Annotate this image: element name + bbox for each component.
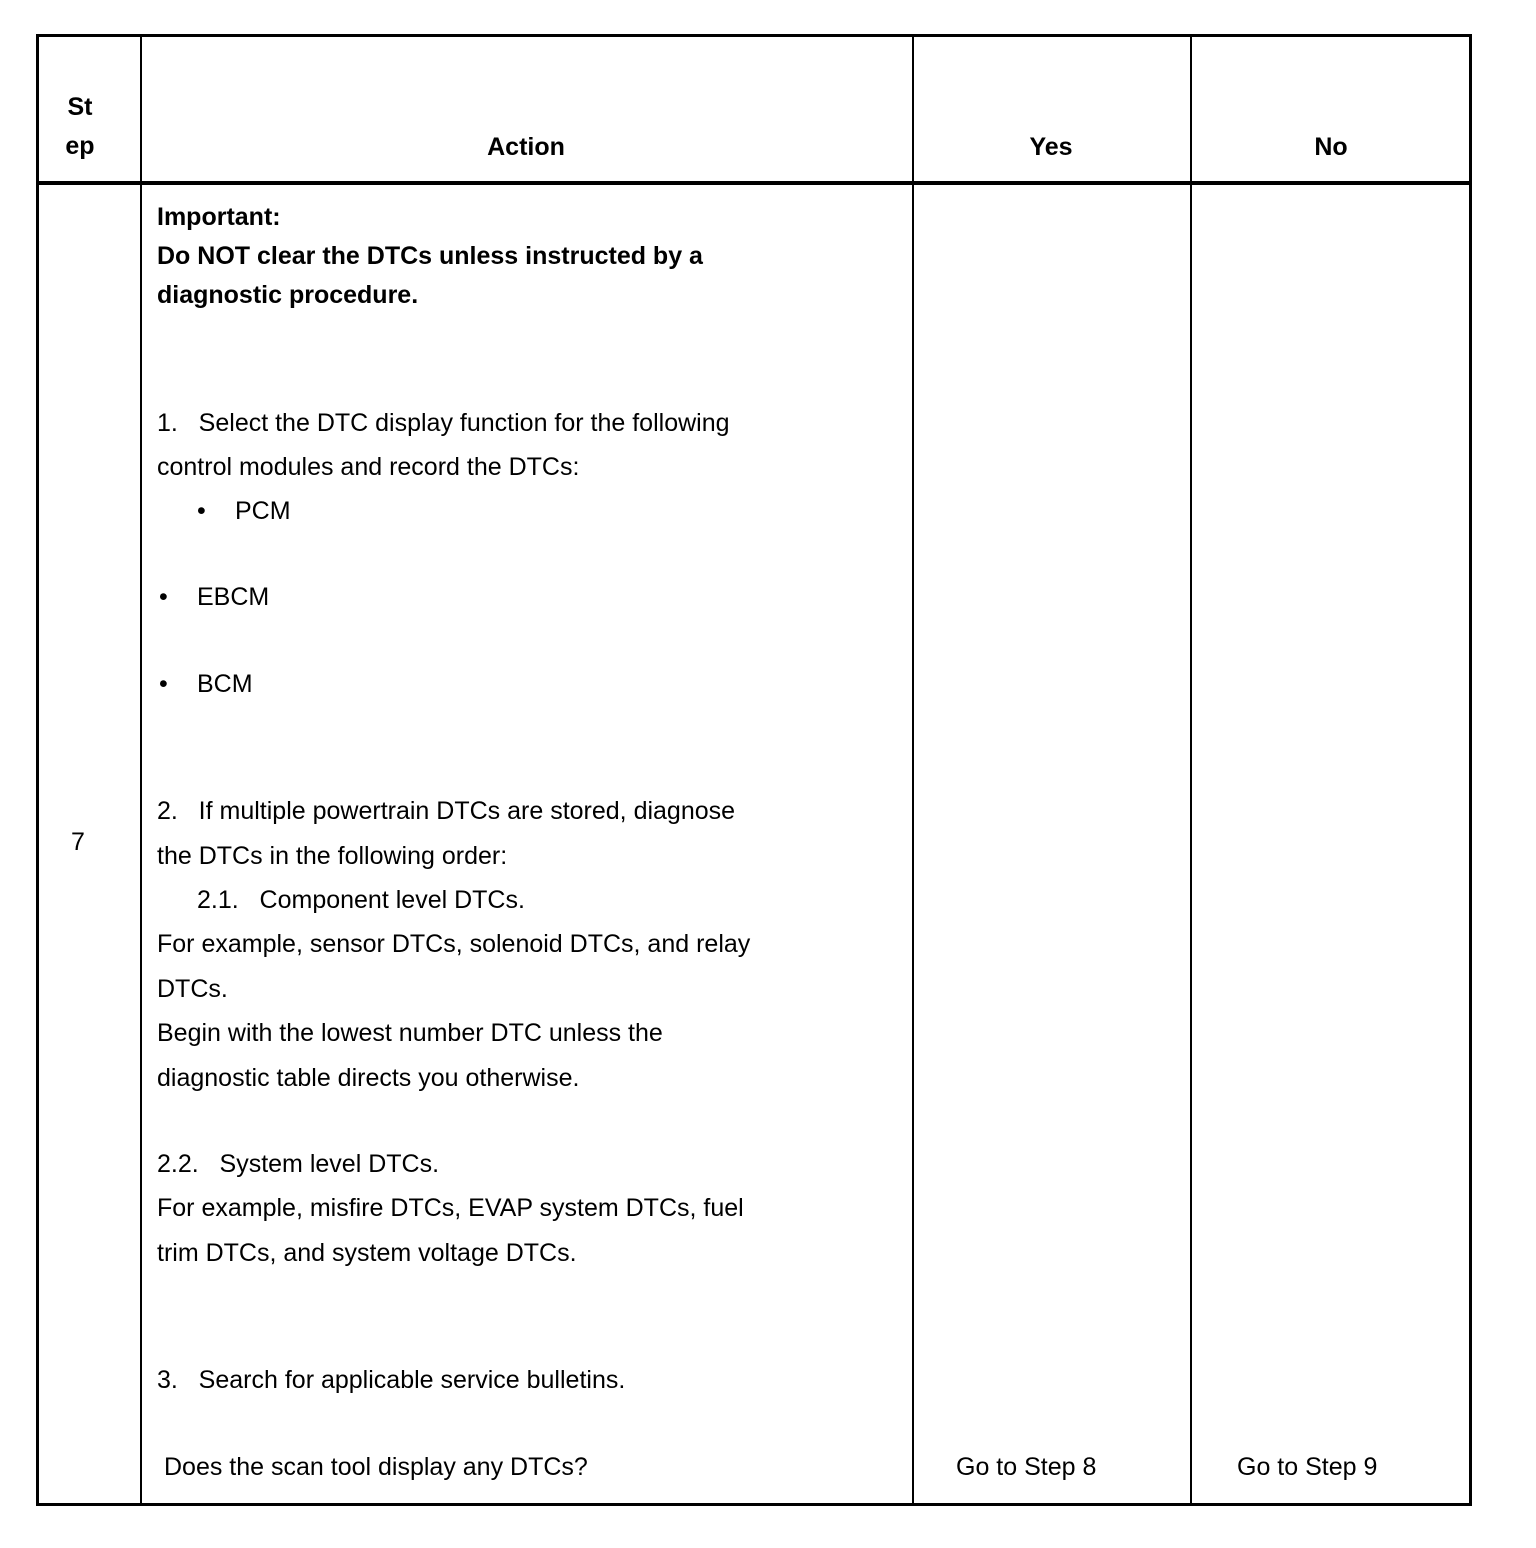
no-result: Go to Step 9	[1237, 1453, 1378, 1481]
module-bcm: BCM	[197, 670, 253, 698]
header-step-line2: ep	[65, 132, 95, 160]
step-number: 7	[71, 828, 85, 856]
item-1-line-2: control modules and record the DTCs:	[157, 453, 580, 481]
yes-result: Go to Step 8	[956, 1453, 1097, 1481]
item-2-1-example-line-1: For example, sensor DTCs, solenoid DTCs, and relay	[157, 930, 751, 958]
header-yes: Yes	[1029, 133, 1073, 161]
header-no: No	[1314, 133, 1348, 161]
item-2-2-example-line-1: For example, misfire DTCs, EVAP system DTCs, fuel	[157, 1194, 744, 1222]
item-2-1-note-line-1: Begin with the lowest number DTC unless the	[157, 1019, 663, 1047]
item-2-2-example-line-2: trim DTCs, and system voltage DTCs.	[157, 1239, 577, 1267]
header-step	[40, 88, 120, 166]
item-2-line-2: the DTCs in the following order:	[157, 842, 508, 870]
header-divider	[39, 181, 1469, 185]
module-pcm: PCM	[235, 497, 291, 525]
important-line-2: diagnostic procedure.	[157, 281, 419, 309]
column-divider-yes-no	[1190, 37, 1192, 1503]
item-2-1: 2.1. Component level DTCs.	[197, 886, 525, 914]
important-line-1: Do NOT clear the DTCs unless instructed by a	[157, 242, 703, 270]
item-3: 3. Search for applicable service bulletins.	[157, 1366, 626, 1394]
important-title: Important:	[157, 203, 281, 231]
question: Does the scan tool display any DTCs?	[164, 1453, 588, 1481]
bullet-pcm: •	[197, 497, 206, 525]
item-2-line-1: 2. If multiple powertrain DTCs are stored, diagnose	[157, 797, 736, 825]
column-divider-step-action	[140, 37, 142, 1503]
item-2-1-example-line-2: DTCs.	[157, 975, 228, 1003]
item-1-line-1: 1. Select the DTC display function for the following	[157, 409, 730, 437]
header-action: Action	[487, 133, 565, 161]
bullet-ebcm: •	[159, 583, 168, 611]
module-ebcm: EBCM	[197, 583, 270, 611]
item-2-1-note-line-2: diagnostic table directs you otherwise.	[157, 1064, 580, 1092]
item-2-2: 2.2. System level DTCs.	[157, 1150, 440, 1178]
header-step-line1: St	[67, 93, 93, 121]
bullet-bcm: •	[159, 670, 168, 698]
column-divider-action-yes	[912, 37, 914, 1503]
